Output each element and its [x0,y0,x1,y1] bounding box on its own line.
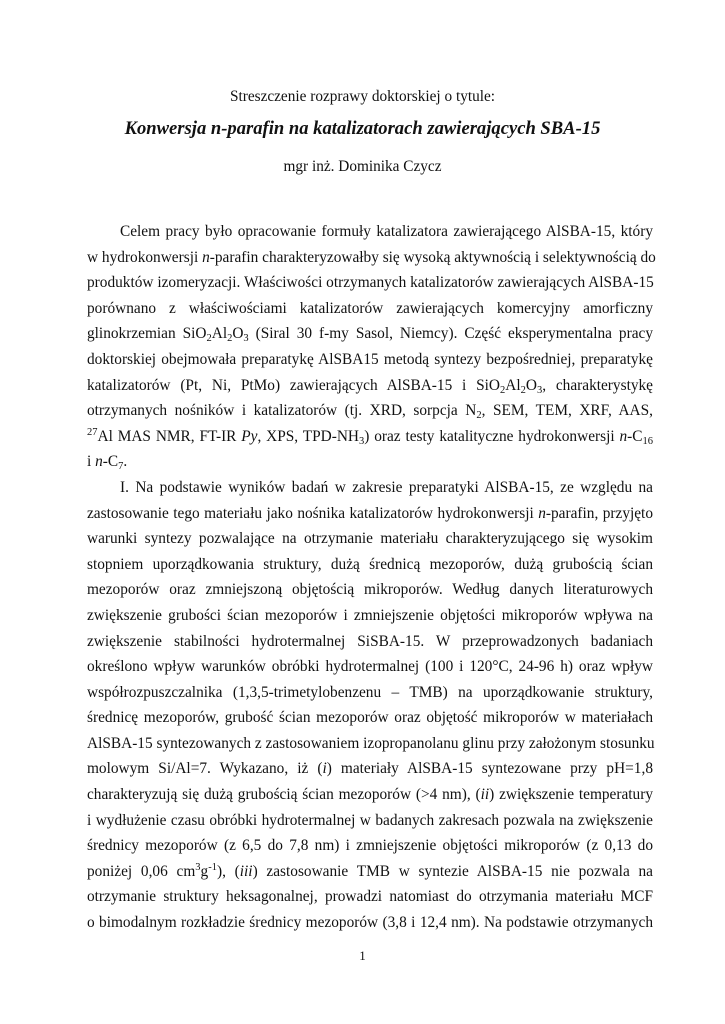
paragraph-2-line: molowym Si/Al=7. Wykazano, iż (i) materiały AlSBA-15 syntezowane przy pH=1,8 [87,760,653,778]
paragraph-2-line: otrzymanie struktury heksagonalnej, prowadzi natomiast do otrzymania materiału MCF [87,888,653,906]
document-author: mgr inż. Dominika Czycz [283,158,442,175]
paragraph-2-line: stopniem uporządkowania struktury, dużą średnicą mezoporów, dużą grubością ścian [87,555,653,573]
paragraph-2-line: określono wpływ warunków obróbki hydrotermalnej (100 i 120°C, 24-96 h) oraz wpływ [87,658,653,676]
paragraph-1-line: $^{27}$Al MAS NMR, FT-IR Py, XPS, TPD-$NH_3$) oraz testy katalityczne hydrokonwersji $n-C_{16}$ [87,426,653,447]
paragraph-2-line: o bimodalnym rozkładzie średnicy mezoporów (3,8 i 12,4 nm). Na podstawie otrzymanych [87,914,653,932]
paragraph-1-line: w hydrokonwersji n-parafin charakteryzowałby się wysoką aktywnością i selektywnością do [87,248,656,266]
paragraph-2-line: współrozpuszczalnika (1,3,5-trimetylobenzenu – TMB) na uporządkowanie struktury, [87,683,653,701]
paragraph-2-line: poniżej 0,06 $cm^3g^{-1}$), (iii) zastosowanie TMB w syntezie AlSBA-15 nie pozwala na [87,861,653,880]
paragraph-1-line: Celem pracy było opracowanie formuły katalizatora zawierającego AlSBA-15, który [120,223,653,240]
paragraph-2-line: warunki syntezy pozwalające na otrzymanie materiału charakteryzującego się wysokim [87,530,653,548]
paragraph-2-line: zwiększenie stabilności hydrotermalnej SiSBA-15. W przeprowadzonych badaniach [87,632,653,650]
paragraph-2-line: średnicę mezoporów, grubość ścian mezoporów oraz objętość mikroporów w materiałach [87,709,653,727]
paragraph-2-line: średnicy mezoporów (z 6,5 do 7,8 nm) i zmniejszenie objętości mikroporów (z 0,13 do [87,837,653,855]
paragraph-1-line: produktów izomeryzacji. Właściwości otrzymanych katalizatorów zawierających AlSBA-15 [87,274,654,292]
paragraph-2-line: charakteryzują się dużą grubością ścian mezoporów (>4 nm), (ii) zwiększenie temperatury [87,786,653,804]
document-body [87,219,656,936]
paragraph-1-line: i $n-C_7$. [87,453,128,473]
paragraph-2-line: i wydłużenie czasu obróbki hydrotermalnej w badanych zakresach pozwala na zwiększenie [87,811,653,829]
document-subtitle: Streszczenie rozprawy doktorskiej o tytule: [229,88,496,105]
paragraph-2-line: zastosowanie tego materiału jako nośnika katalizatorów hydrokonwersji n-parafin, przyjęto [87,504,653,522]
paragraph-2-line: mezoporów oraz zmniejszoną objętością mikroporów. Według danych literaturowych [87,581,653,599]
paragraph-1-line: otrzymanych nośników i katalizatorów (tj. XRD, sorpcja $N_2$, SEM, TEM, XRF, AAS, [87,402,653,422]
document-title: Konwersja n-parafin na katalizatorach zawierających SBA-15 [124,118,601,139]
paragraph-1-line: glinokrzemian $SiO_2Al_2O_3$ (Siral 30 f-my Sasol, Niemcy). Część eksperymentalna pracy [87,325,653,345]
page-number: 1 [359,948,366,963]
paragraph-1-line: katalizatorów (Pt, Ni, PtMo) zawierających AlSBA-15 i $SiO_2Al_2O_3$, charakterystykę [87,376,653,396]
paragraph-1-line: doktorskiej obejmowała preparatykę AlSBA15 metodą syntezy bezpośredniej, preparatykę [87,350,653,368]
paragraph-2-line: AlSBA-15 syntezowanych z zastosowaniem izopropanolanu glinu przy założonym stosunku [87,734,655,752]
paragraph-2-line: zwiększenie grubości ścian mezoporów i zmniejszenie objętości mikroporów wpływa na [87,606,653,624]
paragraph-1-line: porównano z właściwościami katalizatorów zawierających komercyjny amorficzny [87,299,653,317]
paragraph-2-line: I. Na podstawie wyników badań w zakresie preparatyki AlSBA-15, ze względu na [120,478,653,496]
